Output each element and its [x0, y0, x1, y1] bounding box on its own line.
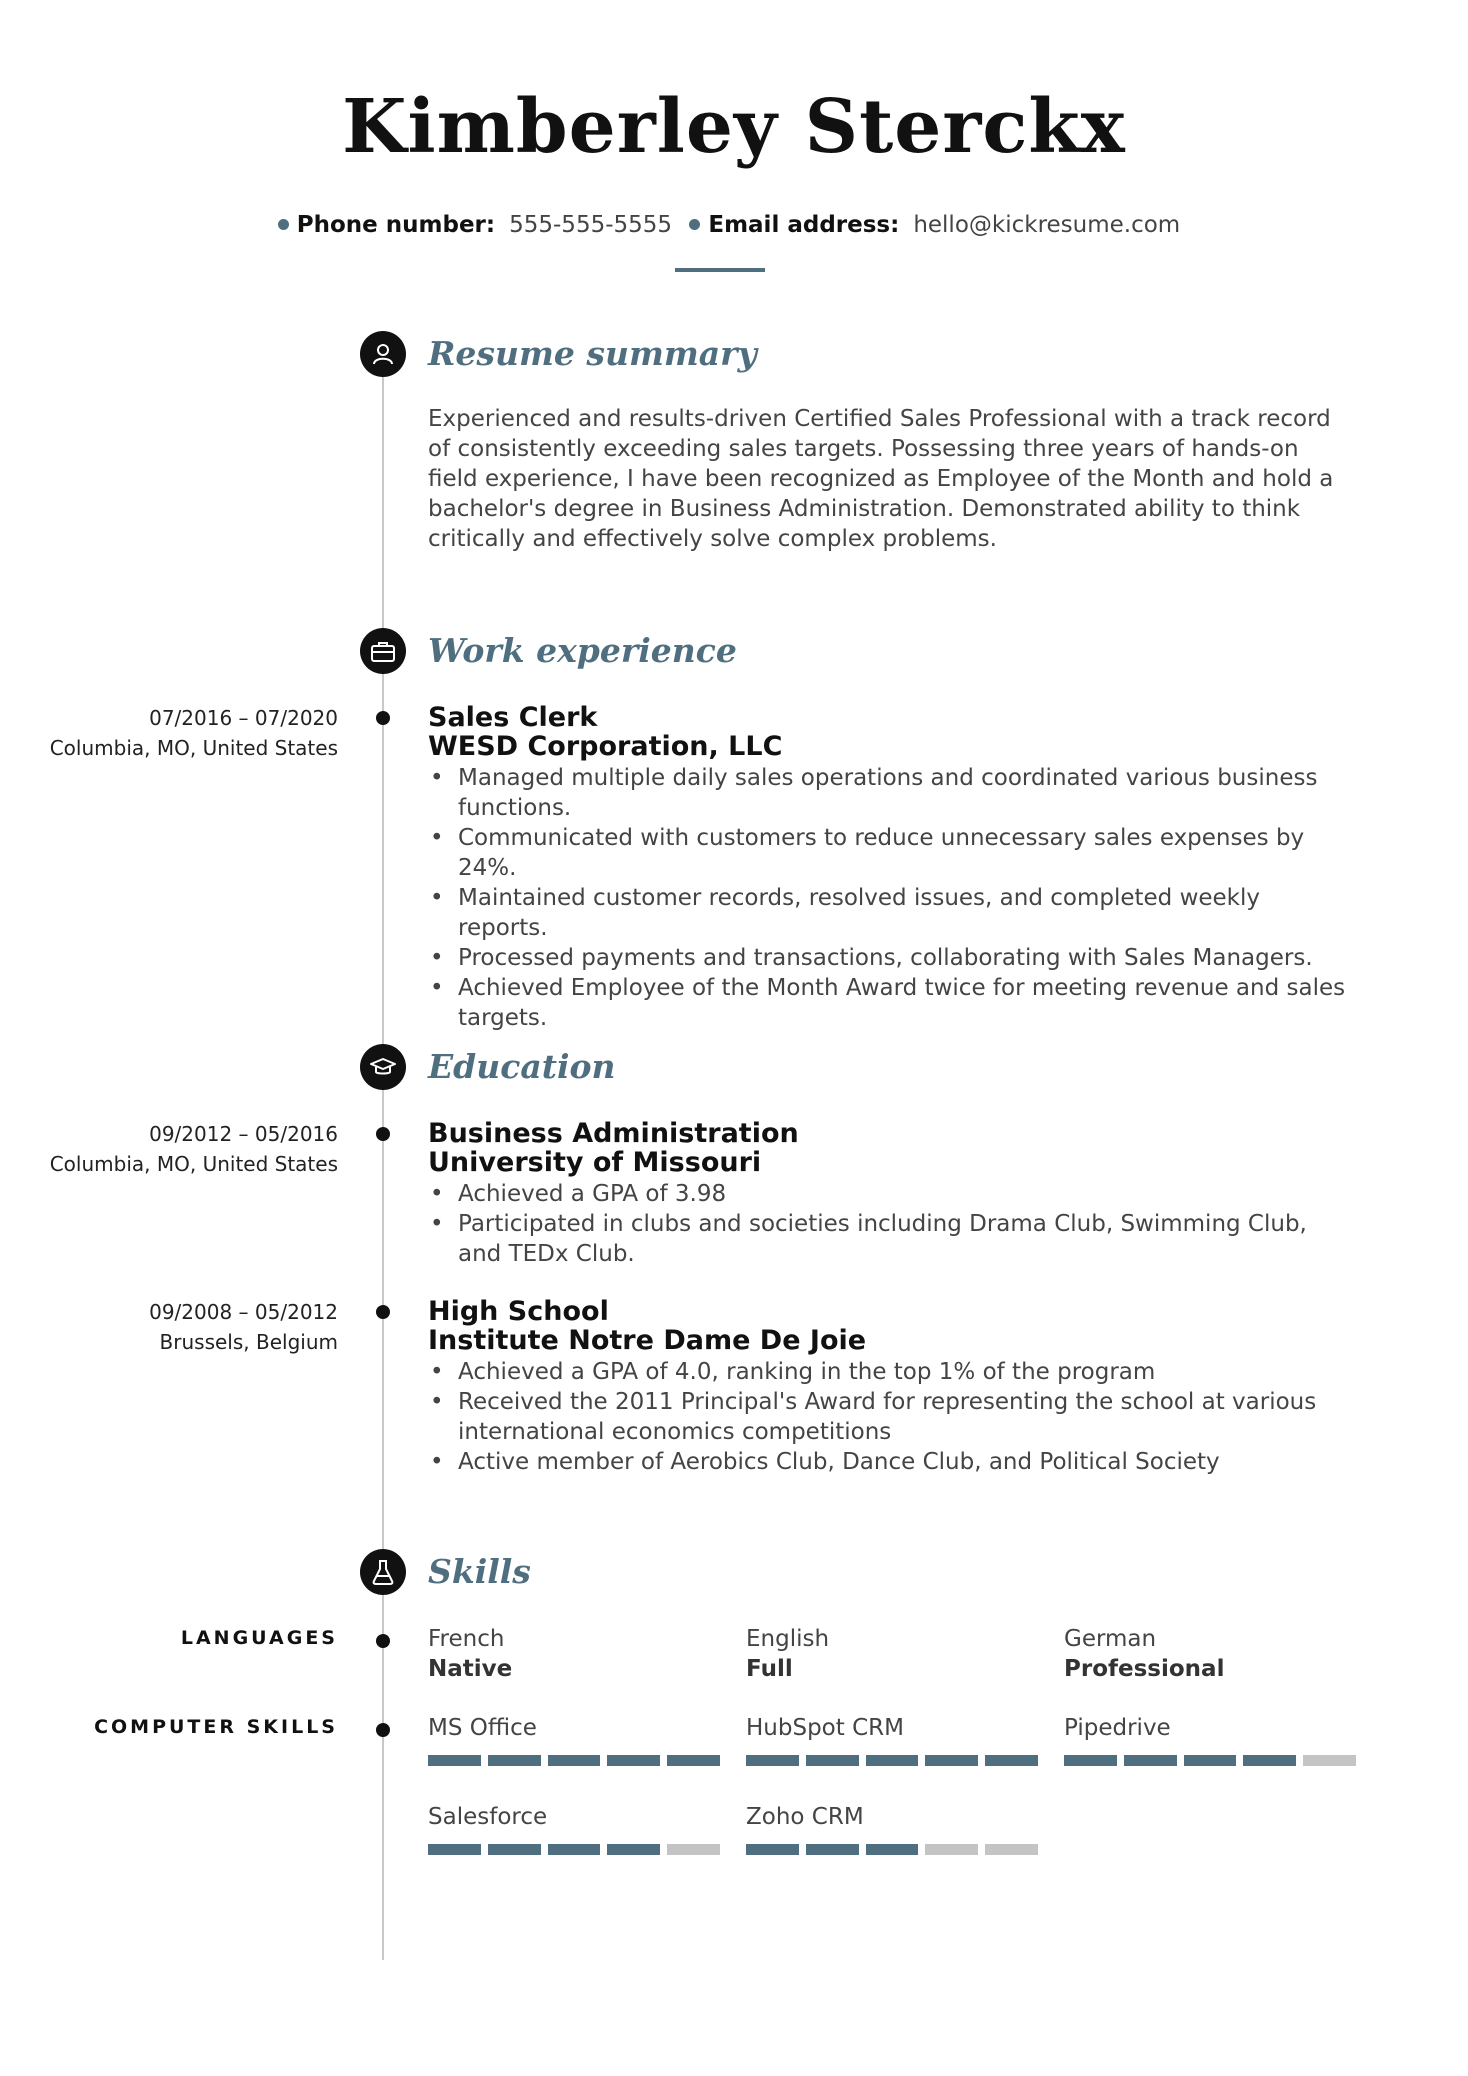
skill-name: HubSpot CRM	[746, 1715, 904, 1741]
languages-label: LANGUAGES	[180, 1627, 338, 1649]
skill-rating	[746, 1755, 1038, 1766]
list-item: • Maintained customer records, resolved issues, and completed weekly reports.	[430, 885, 1261, 941]
summary-text: Experienced and results-driven Certified Sales Professional with a track record of consistently exceeding sales targets. Possessing three years of hands-on field experience, I have been recognized as Employee of the Month and hold a bachelor's degree in Business Administration. Demonstrated ability to think critically and effectively solve complex problems.	[428, 406, 1334, 552]
education-bullets	[428, 1357, 1348, 1477]
rating-segment-filled	[488, 1755, 541, 1766]
graduation-cap-icon	[360, 1044, 406, 1090]
list-item: • Achieved Employee of the Month Award twice for meeting revenue and sales targets.	[430, 975, 1346, 1031]
header-divider	[675, 268, 765, 272]
list-item: • Participated in clubs and societies including Drama Club, Swimming Club, and TEDx Club.	[430, 1211, 1307, 1267]
rating-segment-filled	[428, 1755, 481, 1766]
rating-segment-filled	[548, 1755, 601, 1766]
rating-segment-filled	[746, 1755, 799, 1766]
timeline-dot	[376, 1305, 390, 1319]
education-location: Columbia, MO, United States	[49, 1152, 338, 1176]
language-level: Full	[746, 1656, 793, 1682]
list-item: • Achieved a GPA of 3.98	[430, 1181, 727, 1207]
rating-segment-filled	[1124, 1755, 1177, 1766]
timeline-dot	[376, 1127, 390, 1141]
contact-line	[0, 212, 1468, 238]
skills-title: Skills	[428, 1552, 531, 1591]
work-dates: 07/2016 – 07/2020	[149, 706, 338, 730]
degree-title: High School	[428, 1296, 609, 1327]
language-item	[746, 1624, 1038, 1684]
job-title: Sales Clerk	[428, 702, 598, 733]
rating-segment-filled	[806, 1844, 859, 1855]
education-location: Brussels, Belgium	[159, 1330, 338, 1354]
rating-segment-filled	[607, 1844, 660, 1855]
work-entry-meta	[50, 703, 338, 763]
language-name: English	[746, 1626, 830, 1652]
list-item: • Processed payments and transactions, collaborating with Sales Managers.	[430, 945, 1313, 971]
degree-title: Business Administration	[428, 1118, 799, 1149]
work-location: Columbia, MO, United States	[49, 736, 338, 760]
education-dates: 09/2012 – 05/2016	[149, 1122, 338, 1146]
email-label: Email address:	[708, 212, 900, 238]
bullet-dot-icon	[689, 219, 700, 230]
skill-rating	[1064, 1755, 1356, 1766]
list-item: • Achieved a GPA of 4.0, ranking in the top 1% of the program	[430, 1359, 1156, 1385]
user-icon	[360, 331, 406, 377]
work-bullets	[428, 763, 1348, 1033]
bullet-dot-icon	[278, 219, 289, 230]
education-entry-meta	[149, 1297, 338, 1357]
candidate-name: Kimberley Sterckx	[342, 84, 1126, 170]
language-item	[428, 1624, 720, 1684]
work-entry	[428, 703, 1348, 1033]
list-item: • Active member of Aerobics Club, Dance Club, and Political Society	[430, 1449, 1220, 1475]
skill-rating	[428, 1755, 720, 1766]
rating-segment-empty	[667, 1844, 720, 1855]
education-entry	[428, 1119, 1348, 1269]
education-title: Education	[428, 1047, 616, 1086]
rating-segment-filled	[1064, 1755, 1117, 1766]
rating-segment-filled	[1184, 1755, 1237, 1766]
rating-segment-filled	[746, 1844, 799, 1855]
timeline-dot	[376, 711, 390, 725]
rating-segment-filled	[667, 1755, 720, 1766]
rating-segment-filled	[925, 1755, 978, 1766]
education-entry	[428, 1297, 1348, 1477]
skill-rating	[428, 1844, 720, 1855]
school-name: Institute Notre Dame De Joie	[428, 1325, 867, 1356]
summary-title: Resume summary	[428, 334, 757, 373]
rating-segment-empty	[1303, 1755, 1356, 1766]
computer-skill-item	[746, 1802, 1038, 1855]
rating-segment-filled	[548, 1844, 601, 1855]
list-item: • Communicated with customers to reduce unnecessary sales expenses by 24%.	[430, 825, 1305, 881]
skill-name: Zoho CRM	[746, 1804, 864, 1830]
language-item	[1064, 1624, 1356, 1684]
list-item: • Managed multiple daily sales operations and coordinated various business functions.	[430, 765, 1318, 821]
timeline-dot	[376, 1723, 390, 1737]
work-title: Work experience	[428, 631, 737, 670]
computer-skills-label: COMPUTER SKILLS	[94, 1716, 338, 1738]
rating-segment-filled	[428, 1844, 481, 1855]
phone-label: Phone number:	[296, 212, 496, 238]
school-name: University of Missouri	[428, 1147, 762, 1178]
rating-segment-empty	[985, 1844, 1038, 1855]
rating-segment-filled	[1243, 1755, 1296, 1766]
email-value: hello@kickresume.com	[913, 212, 1181, 238]
education-dates: 09/2008 – 05/2012	[149, 1300, 338, 1324]
skill-name: Pipedrive	[1064, 1715, 1171, 1741]
skill-name: Salesforce	[428, 1804, 548, 1830]
computer-skill-item	[1064, 1713, 1356, 1766]
computer-skill-item	[746, 1713, 1038, 1766]
timeline-line	[382, 350, 384, 1960]
language-name: German	[1064, 1626, 1157, 1652]
rating-segment-empty	[925, 1844, 978, 1855]
company-name: WESD Corporation, LLC	[428, 731, 783, 762]
skill-name: MS Office	[428, 1715, 537, 1741]
computer-skill-item	[428, 1713, 720, 1766]
phone-value: 555-555-5555	[509, 212, 673, 238]
flask-icon	[360, 1549, 406, 1595]
language-level: Professional	[1064, 1656, 1225, 1682]
education-entry-meta	[50, 1119, 338, 1179]
language-level: Native	[428, 1656, 513, 1682]
rating-segment-filled	[607, 1755, 660, 1766]
rating-segment-filled	[866, 1755, 919, 1766]
briefcase-icon	[360, 628, 406, 674]
language-name: French	[428, 1626, 505, 1652]
computer-skill-item	[428, 1802, 720, 1855]
rating-segment-filled	[866, 1844, 919, 1855]
rating-segment-filled	[806, 1755, 859, 1766]
skill-rating	[746, 1844, 1038, 1855]
rating-segment-filled	[488, 1844, 541, 1855]
education-bullets	[428, 1179, 1348, 1269]
timeline-dot	[376, 1634, 390, 1648]
rating-segment-filled	[985, 1755, 1038, 1766]
list-item: • Received the 2011 Principal's Award for representing the school at various international economics competitions	[430, 1389, 1317, 1445]
